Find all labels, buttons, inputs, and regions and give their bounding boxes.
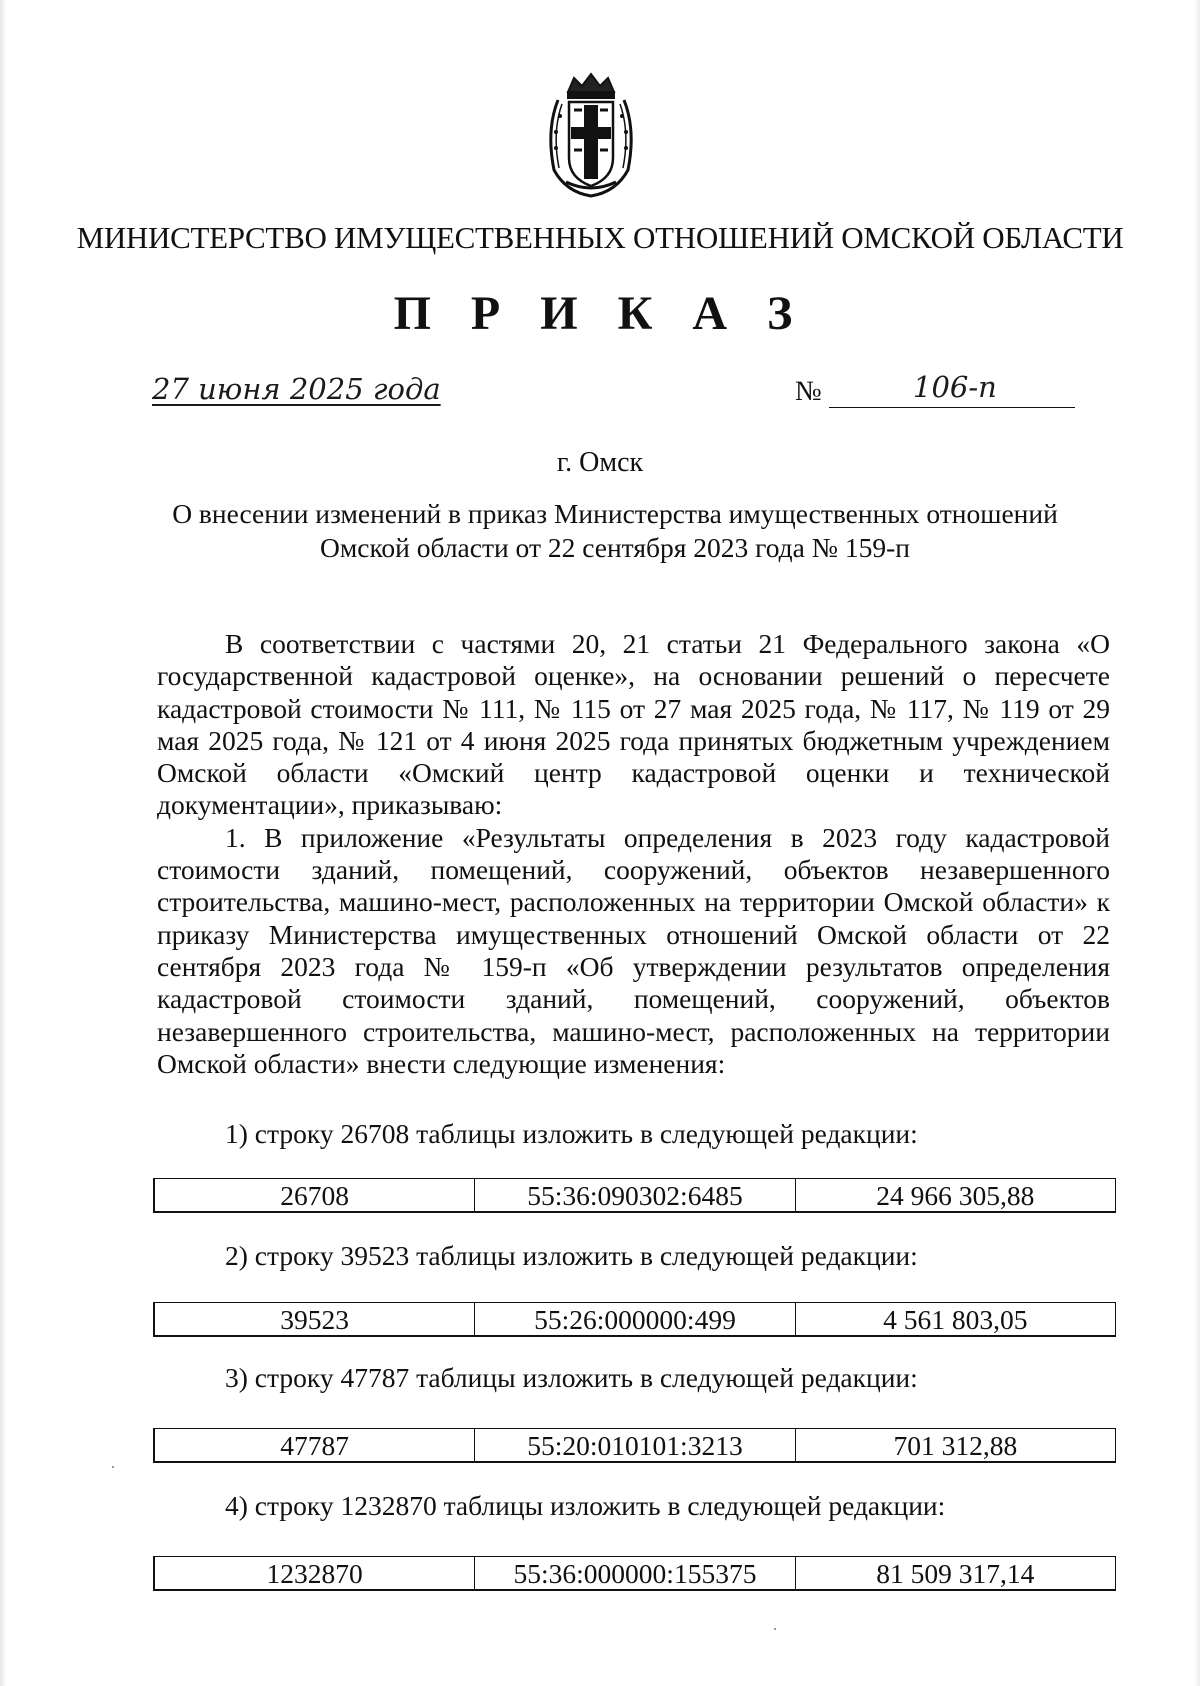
order-number-handwritten: 106-п (913, 370, 997, 404)
change-item-4-label: 4) строку 1232870 таблицы изложить в следующей редакции: (225, 1490, 946, 1521)
document-type-title: П Р И К А З (393, 287, 807, 340)
ministry-name: МИНИСТЕРСТВО ИМУЩЕСТВЕННЫХ ОТНОШЕНИЙ ОМСКОЙ ОБЛАСТИ (76, 220, 1124, 255)
cadastral-value-cell: 4 561 803,05 (795, 1303, 1115, 1335)
subject-line-1: О внесении изменений в приказ Министерства имущественных отношений (172, 498, 1058, 529)
number-sign-label: № (795, 376, 822, 407)
body-paragraph-preamble: В соответствии с частями 20, 21 статьи 21 Федерального закона «О государственной кадастровой оценке», на основании решений о пересчете кадастровой стоимости № 111, № 115 от 27 мая 2025 года, № 117, № 119 от 29 мая 2025 года, № 121 от 4 июня 2025 года принятых бюджетным учреждением Омской области «Омский центр кадастровой оценки и технической документации», приказываю: (157, 628, 1110, 821)
scan-speck (112, 1466, 114, 1468)
scan-edge-right (1194, 0, 1200, 1686)
city-line: г. Омск (556, 447, 644, 478)
cadastral-value-cell: 701 312,88 (795, 1429, 1115, 1461)
row-number-cell: 39523 (280, 1304, 350, 1335)
cadastral-number-cell: 55:20:010101:3213 (474, 1429, 794, 1461)
table-row-47787 (153, 1428, 1116, 1463)
order-body (157, 628, 1110, 1080)
coat-of-arms-emblem (536, 70, 646, 200)
cadastral-number-cell: 55:36:090302:6485 (474, 1179, 794, 1211)
cadastral-value-cell: 24 966 305,88 (795, 1179, 1115, 1211)
number-underline (829, 407, 1075, 408)
row-number-cell: 1232870 (266, 1558, 363, 1589)
order-date-handwritten: 27 июня 2025 года (152, 372, 441, 406)
cadastral-number-cell: 55:26:000000:499 (474, 1303, 794, 1335)
subject-line-2: Омской области от 22 сентября 2023 года № 159-п (319, 532, 910, 563)
change-item-2-label: 2) строку 39523 таблицы изложить в следующей редакции: (225, 1240, 918, 1271)
order-subject (150, 497, 1080, 565)
table-row-39523 (153, 1302, 1116, 1337)
table-row-1232870 (153, 1556, 1116, 1591)
change-item-3-label: 3) строку 47787 таблицы изложить в следующей редакции: (225, 1362, 918, 1393)
change-item-1-label: 1) строку 26708 таблицы изложить в следующей редакции: (225, 1118, 918, 1149)
order-number-block (795, 370, 1075, 416)
table-row-26708 (153, 1178, 1116, 1213)
scan-edge-left (0, 0, 6, 1686)
row-number-cell: 47787 (280, 1430, 350, 1461)
scan-speck (774, 1628, 776, 1630)
cadastral-value-cell: 81 509 317,14 (795, 1557, 1115, 1589)
body-paragraph-item-1: 1. В приложение «Результаты определения в 2023 году кадастровой стоимости зданий, помещений, сооружений, объектов незавершенного строительства, машино-мест, расположенных на территории Омской области» к приказу Министерства имущественных отношений Омской области от 22 сентября 2023 года № 159-п «Об утверждении результатов определения кадастровой стоимости зданий, помещений, сооружений, объектов незавершенного строительства, машино-мест, расположенных на территории Омской области» внести следующие изменения: (157, 821, 1110, 1079)
cadastral-number-cell: 55:36:000000:155375 (474, 1557, 794, 1589)
row-number-cell: 26708 (280, 1180, 350, 1211)
